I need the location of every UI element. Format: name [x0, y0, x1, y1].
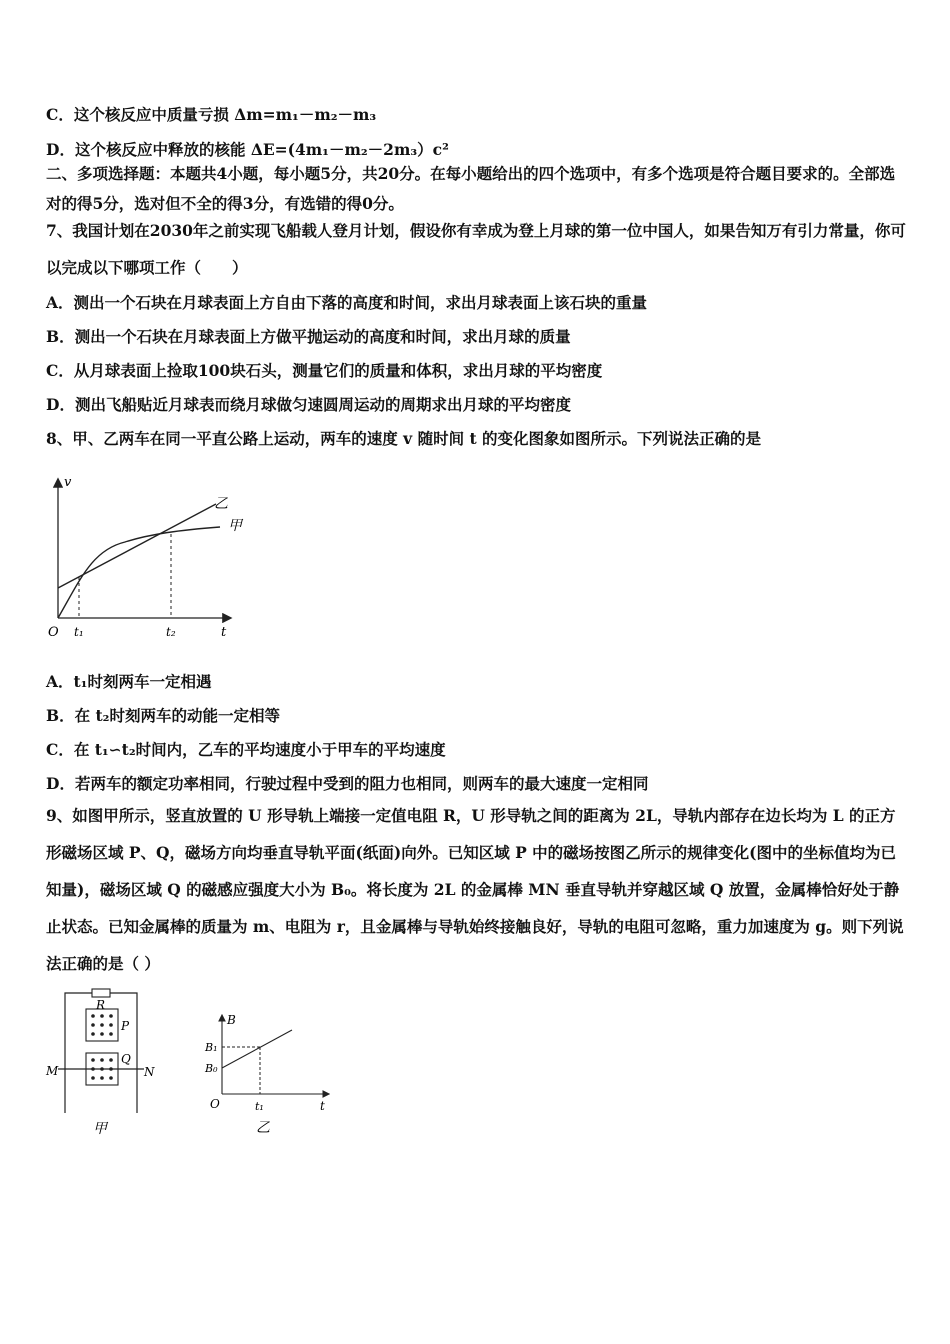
line-yi [58, 504, 216, 588]
label-n: N [144, 1065, 155, 1079]
t-axis-label: t [221, 625, 227, 640]
b-line [222, 1030, 292, 1068]
v-axis-label: v [64, 475, 72, 490]
question-8-option-b: B．在 t₂时刻两车的动能一定相等 [46, 706, 280, 725]
option-d-nuclear-energy: D．这个核反应中释放的核能 ΔE=(4m₁－m₂－2m₃）c² [46, 140, 449, 159]
yi-label: 乙 [214, 496, 228, 512]
resistor-r [92, 989, 110, 997]
question-9-figure-yi [200, 1010, 340, 1140]
question-7-option-b: B．测出一个石块在月球表面上方做平抛运动的高度和时间，求出月球的质量 [46, 327, 571, 346]
t2-label: t₂ [166, 625, 176, 639]
section-heading-multiple-choice: 二、多项选择题：本题共4小题，每小题5分，共20分。在每小题给出的四个选项中，有多个选项是符合题目要求的。全部选对的得5分，选对但不全的得3分，有选错的得0分。 [46, 164, 896, 213]
label-p: P [121, 1019, 130, 1033]
question-7-stem: 7、我国计划在2030年之前实现飞船载人登月计划，假设你有幸成为登上月球的第一位中国人，如果告知万有引力常量，你可以完成以下哪项工作（ ） [46, 221, 906, 277]
curve-jia [58, 527, 220, 618]
label-r: R [96, 998, 106, 1012]
jia-label: 甲 [228, 518, 242, 534]
origin-label: O [48, 625, 59, 640]
question-8-vt-graph [40, 470, 260, 645]
option-c-mass-defect: C．这个核反应中质量亏损 Δm=m₁－m₂－m₃ [46, 105, 377, 124]
label-b0: B₀ [205, 1062, 218, 1075]
question-7-option-a: A．测出一个石块在月球表面上方自由下落的高度和时间，求出月球表面上该石块的重量 [46, 293, 648, 312]
label-m: M [46, 1064, 59, 1078]
label-t1: t₁ [255, 1100, 264, 1113]
label-o: O [210, 1097, 220, 1111]
label-b: B [227, 1013, 236, 1027]
caption-jia: 甲 [93, 1121, 107, 1137]
label-q: Q [121, 1052, 131, 1066]
question-9-figure-jia [40, 985, 170, 1145]
question-9-stem: 9、如图甲所示，竖直放置的 U 形导轨上端接一定值电阻 R，U 形导轨之间的距离为 2L，导轨内部存在边长均为 L 的正方形磁场区域 P、Q，磁场方向均垂直导轨平面(纸面)向外。已知区域 P 中的磁场按图乙所示的规律变化(图中的坐标值均为已知量)，磁场区域 Q 的磁感应强度大小为 B₀。将长度为 2L 的金属棒 MN 垂直导轨并穿越区域 Q 放置，金属棒恰好处于静止状态。已知金属棒的质量为 m、电阻为 r，且金属棒与导轨始终接触良好，导轨的电阻可忽略，重力加速度为 g。则下列说法正确的是（ ） [46, 806, 904, 973]
question-8-stem: 8、甲、乙两车在同一平直公路上运动，两车的速度 v 随时间 t 的变化图象如图所示。下列说法正确的是 [46, 429, 762, 448]
label-t: t [320, 1099, 325, 1113]
question-8-option-c: C．在 t₁∽t₂时间内，乙车的平均速度小于甲车的平均速度 [46, 740, 446, 759]
t1-label: t₁ [74, 625, 84, 639]
question-7-option-c: C．从月球表面上捡取100块石头，测量它们的质量和体积，求出月球的平均密度 [46, 361, 603, 380]
caption-yi: 乙 [256, 1120, 270, 1136]
question-8-option-d: D．若两车的额定功率相同，行驶过程中受到的阻力也相同，则两车的最大速度一定相同 [46, 774, 649, 793]
question-8-option-a: A．t₁时刻两车一定相遇 [46, 672, 212, 691]
question-7-option-d: D．测出飞船贴近月球表而绕月球做匀速圆周运动的周期求出月球的平均密度 [46, 395, 571, 414]
label-b1: B₁ [205, 1041, 218, 1054]
